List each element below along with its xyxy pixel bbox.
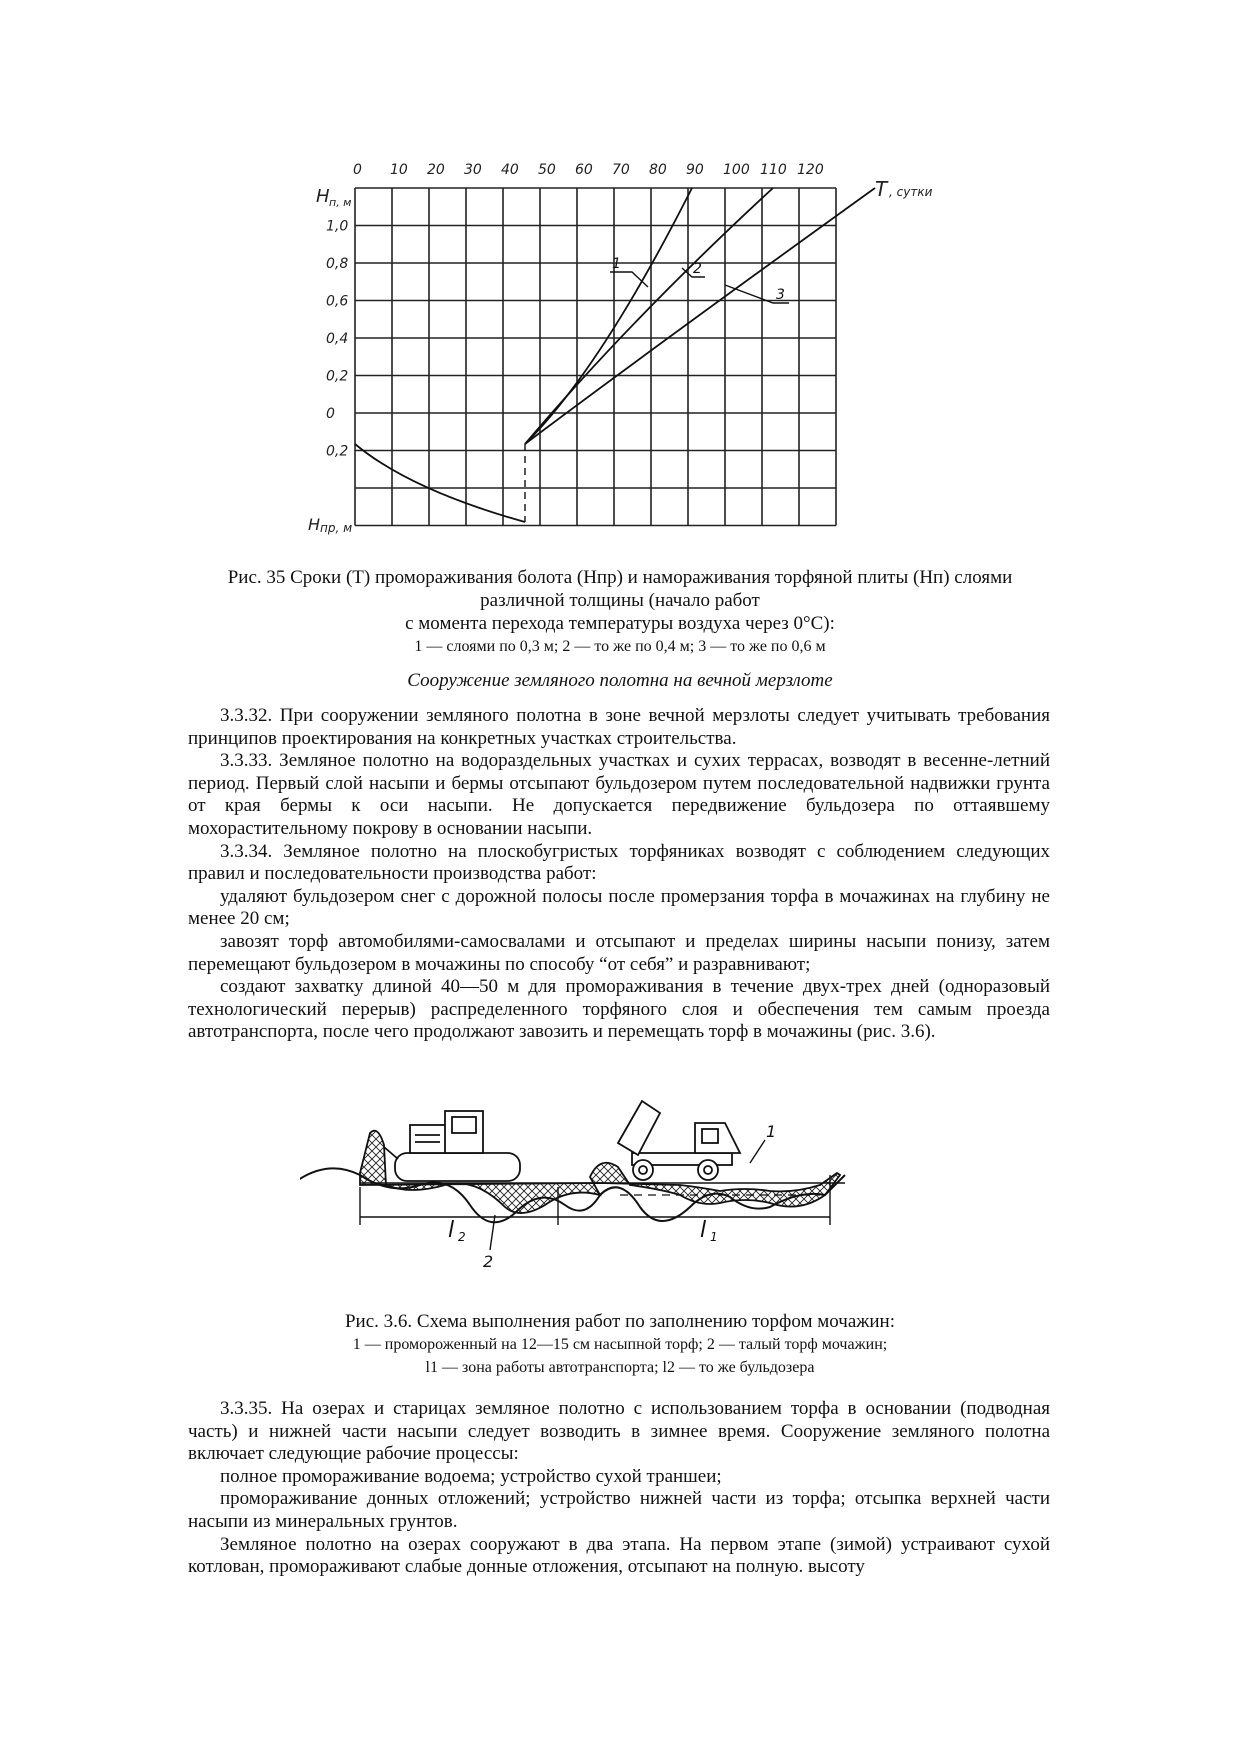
x-tick-label: 0 — [353, 162, 362, 178]
label-l1: l — [700, 1218, 707, 1243]
x-tick-label: 30 — [464, 162, 482, 178]
body-text-b — [188, 1398, 1050, 1579]
paragraph: создают захватку длиной 40—50 м для промораживания в течение двух-трех дней (одноразовый технологический перерыв) распределенного торфяного слоя и обеспечения тем самым проезда автотранспорта, после чего продолжают завозить и перемещать торф в мочажины (рис. 3.6). — [188, 976, 1050, 1043]
curve-3-label: 3 — [776, 287, 785, 303]
x-tick-label: 100 — [723, 162, 750, 178]
paragraph: завозят торф автомобилями-самосвалами и отсыпают и пределах ширины насыпи понизу, затем перемещают бульдозером в мочажины по способу “от себя” и разравнивают; — [188, 930, 1050, 975]
curve-frost-penetration — [355, 444, 525, 522]
y-tick-label: 0,4 — [326, 331, 349, 347]
y-tick-labels — [326, 219, 348, 460]
caption-1-legend: 1 — слоями по 0,3 м; 2 — то же по 0,4 м; 3 — то же по 0,6 м — [414, 638, 826, 655]
caption-1-line-1: Рис. 35 Сроки (T) промораживания болота (Hпр) и намораживания торфяной плиты (Hп) слоями — [227, 567, 1013, 588]
paragraph: Земляное полотно на озерах сооружают в два этапа. На первом этапе (зимой) устраивают сухой котлован, промораживают слабые донные отложения, отсыпают на полную. высоту — [188, 1533, 1050, 1578]
figure-2-caption — [170, 1310, 1070, 1379]
label-l2-sub: 2 — [458, 1230, 466, 1244]
label-l1-sub: 1 — [710, 1230, 718, 1244]
paragraph: промораживание донных отложений; устройство нижней части из торфа; отсыпка верхней части насыпи из минеральных грунтов. — [188, 1488, 1050, 1532]
curve-1 — [525, 188, 692, 444]
caption-2-line-3: l1 — зона работы автотранспорта; l2 — то же бульдозера — [425, 1359, 815, 1376]
x-label-unit: , сутки — [889, 185, 933, 199]
figure-1-caption — [170, 566, 1070, 658]
curve-2-label: 2 — [693, 261, 702, 277]
peat-filling-scheme — [300, 1095, 940, 1305]
y-label-bottom-sub: пр, м — [320, 521, 353, 535]
x-tick-label: 80 — [649, 162, 667, 178]
paragraph: полное промораживание водоема; устройство сухой траншеи; — [220, 1465, 722, 1487]
curve-1-label: 1 — [612, 256, 621, 272]
y-axis-label-bottom — [308, 515, 352, 535]
y-label-top-sub: п, м — [329, 196, 352, 209]
paragraph: удаляют бульдозером снег с дорожной полосы после промерзания торфа в мочажинах на глубину не менее 20 см; — [188, 885, 1050, 930]
bulldozer — [384, 1111, 520, 1181]
caption-2-line-2: 1 — промороженный на 12—15 см насыпной торф; 2 — талый торф мочажин; — [352, 1336, 888, 1353]
x-tick-label: 120 — [797, 162, 824, 178]
freezing-time-chart — [300, 160, 960, 540]
section-title: Сооружение земляного полотна на вечной мерзлоте — [407, 670, 833, 691]
y-label-top-main: H — [316, 186, 330, 207]
y-tick-label: 0,2 — [326, 368, 349, 385]
x-tick-label: 90 — [686, 162, 704, 178]
y-label-bottom-main: H — [308, 515, 321, 534]
x-tick-label: 60 — [575, 162, 593, 178]
x-tick-label: 40 — [501, 162, 519, 178]
paragraph: 3.3.35. На озерах и старицах земляное полотно с использованием торфа в основании (подводная часть) и нижней части насыпи следует возводить в зимнее время. Сооружение земляного полотна включает следующие рабочие процессы: — [188, 1398, 1050, 1465]
y-tick-label: 0 — [326, 406, 335, 422]
y-tick-label: 1,0 — [326, 218, 349, 235]
paragraph: 3.3.34. Земляное полотно на плоскобугристых торфяниках возводят с соблюдением следующих правил и последовательности производства работ: — [188, 840, 1050, 885]
x-tick-label: 70 — [612, 162, 630, 178]
x-axis-label — [875, 177, 933, 201]
x-tick-labels — [353, 162, 824, 178]
y-tick-label: 0,6 — [326, 293, 349, 310]
x-tick-label: 20 — [427, 162, 445, 178]
label-2: 2 — [483, 1252, 494, 1271]
x-label-main: T — [875, 177, 888, 201]
curve-2 — [525, 188, 773, 444]
paragraph: 3.3.33. Земляное полотно на водораздельных участках и сухих террасах, возводят в весенне-летний период. Первый слой насыпи и бермы отсыпают бульдозером путем последовательной надвижки грунта от края бермы к оси насыпи. Не допускается передвижение бульдозера по оттаявшему мохорастительному покрову в основании насыпи. — [188, 750, 1050, 839]
caption-1-line-3: с момента перехода температуры воздуха через 0°С): — [405, 613, 835, 634]
caption-1-line-2: различной толщины (начало работ — [480, 590, 760, 611]
body-text-a — [188, 705, 1050, 1044]
caption-2-line-1: Рис. 3.6. Схема выполнения работ по заполнению торфом мочажин: — [344, 1311, 896, 1332]
x-tick-label: 110 — [760, 162, 787, 178]
paragraph: 3.3.32. При сооружении земляного полотна в зоне вечной мерзлоты следует учитывать требования принципов проектирования на конкретных участках строительства. — [188, 705, 1050, 749]
label-l2: l — [448, 1218, 455, 1243]
label-1: 1 — [766, 1122, 777, 1141]
x-tick-label: 50 — [538, 162, 556, 178]
y-tick-label: 0,2 — [326, 443, 349, 460]
y-axis-label-top — [316, 186, 351, 209]
y-tick-label: 0,8 — [326, 256, 349, 272]
dump-truck — [618, 1101, 740, 1180]
x-tick-label: 10 — [390, 162, 408, 178]
